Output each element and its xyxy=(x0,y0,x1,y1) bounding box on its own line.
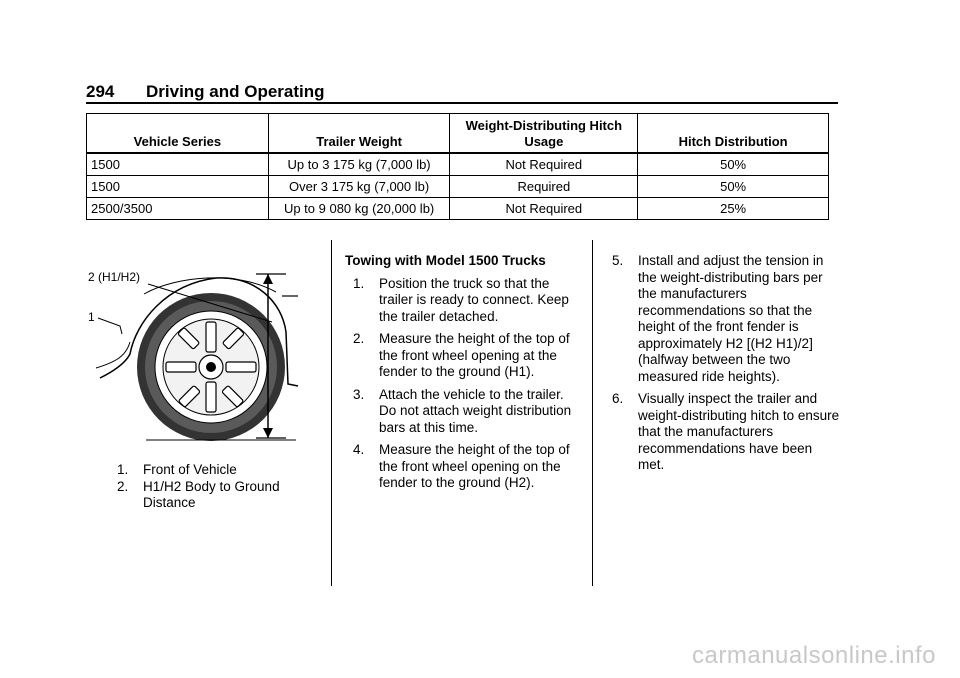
cell-hitch-distribution: 50% xyxy=(638,176,829,198)
wheel-illustration xyxy=(86,262,306,452)
caption-number: 1. xyxy=(117,462,129,477)
column-divider xyxy=(592,240,593,586)
table-row xyxy=(87,198,829,220)
list-item xyxy=(612,253,842,385)
section-title: Driving and Operating xyxy=(146,82,325,101)
header-hitch-distribution: Hitch Distribution xyxy=(638,114,829,154)
list-item xyxy=(117,462,307,479)
figure-caption xyxy=(117,462,307,512)
list-item xyxy=(345,331,583,381)
list-item xyxy=(612,391,842,474)
page-header xyxy=(86,82,838,104)
hitch-distribution-table xyxy=(86,113,829,220)
step-text: Attach the vehicle to the trailer. Do not attach weight distribution bars at this time. xyxy=(379,386,572,435)
cell-vehicle-series: 1500 xyxy=(87,153,269,176)
callout-label-h1-h2: 2 (H1/H2) xyxy=(88,270,141,284)
subsection-heading: Towing with Model 1500 Trucks xyxy=(345,253,546,268)
step-number: 1. xyxy=(353,275,365,291)
wheel-figure xyxy=(86,262,306,452)
towing-column-middle xyxy=(345,253,583,492)
caption-number: 2. xyxy=(117,478,129,494)
column-divider xyxy=(331,240,332,586)
step-number: 6. xyxy=(612,391,624,406)
cell-hitch-distribution: 25% xyxy=(638,198,829,220)
list-item xyxy=(345,387,583,437)
cell-vehicle-series: 1500 xyxy=(87,176,269,198)
step-number: 4. xyxy=(353,442,365,457)
header-trailer-weight: Trailer Weight xyxy=(268,114,450,154)
header-rule xyxy=(86,102,838,104)
cell-vehicle-series: 2500/3500 xyxy=(87,198,269,220)
list-item xyxy=(345,442,583,492)
step-text: Position the truck so that the trailer is ready to connect. Keep the trailer detached. xyxy=(379,275,569,324)
step-text: Measure the height of the top of the front wheel opening on the fender to the ground (H2). xyxy=(379,442,570,490)
table-row xyxy=(87,153,829,176)
callout-label-front: 1 xyxy=(88,310,95,324)
step-text: Visually inspect the trailer and weight-distributing hitch to ensure that the manufacturers recommendations have been met. xyxy=(638,391,840,472)
header-hitch-usage: Weight-Distributing Hitch Usage xyxy=(450,114,638,154)
header-vehicle-series: Vehicle Series xyxy=(87,114,269,154)
cell-hitch-usage: Required xyxy=(450,176,638,198)
list-item xyxy=(345,276,583,326)
cell-hitch-usage: Not Required xyxy=(450,198,638,220)
step-text: Install and adjust the tension in the weight-distributing bars per the manufacturers recommendations so that the height of the front fender is approximately H2 [(H2 H1)/2] (halfway between the two measured ride heights). xyxy=(638,253,824,384)
table-row xyxy=(87,176,829,198)
step-number: 3. xyxy=(353,386,365,402)
caption-text: Front of Vehicle xyxy=(143,462,237,477)
step-number: 2. xyxy=(353,331,365,346)
cell-trailer-weight: Up to 3 175 kg (7,000 lb) xyxy=(268,153,450,176)
cell-trailer-weight: Over 3 175 kg (7,000 lb) xyxy=(268,176,450,198)
step-number: 5. xyxy=(612,253,624,268)
watermark: carmanualsonline.info xyxy=(692,642,936,669)
step-text: Measure the height of the top of the front wheel opening at the fender to the ground (H1). xyxy=(379,331,570,379)
list-item xyxy=(117,479,307,512)
cell-hitch-usage: Not Required xyxy=(450,153,638,176)
table-header-row xyxy=(87,114,829,154)
page-number: 294 xyxy=(86,82,115,101)
towing-column-right xyxy=(612,253,842,474)
cell-hitch-distribution: 50% xyxy=(638,153,829,176)
cell-trailer-weight: Up to 9 080 kg (20,000 lb) xyxy=(268,198,450,220)
caption-text: H1/H2 Body to Ground Distance xyxy=(143,478,280,510)
